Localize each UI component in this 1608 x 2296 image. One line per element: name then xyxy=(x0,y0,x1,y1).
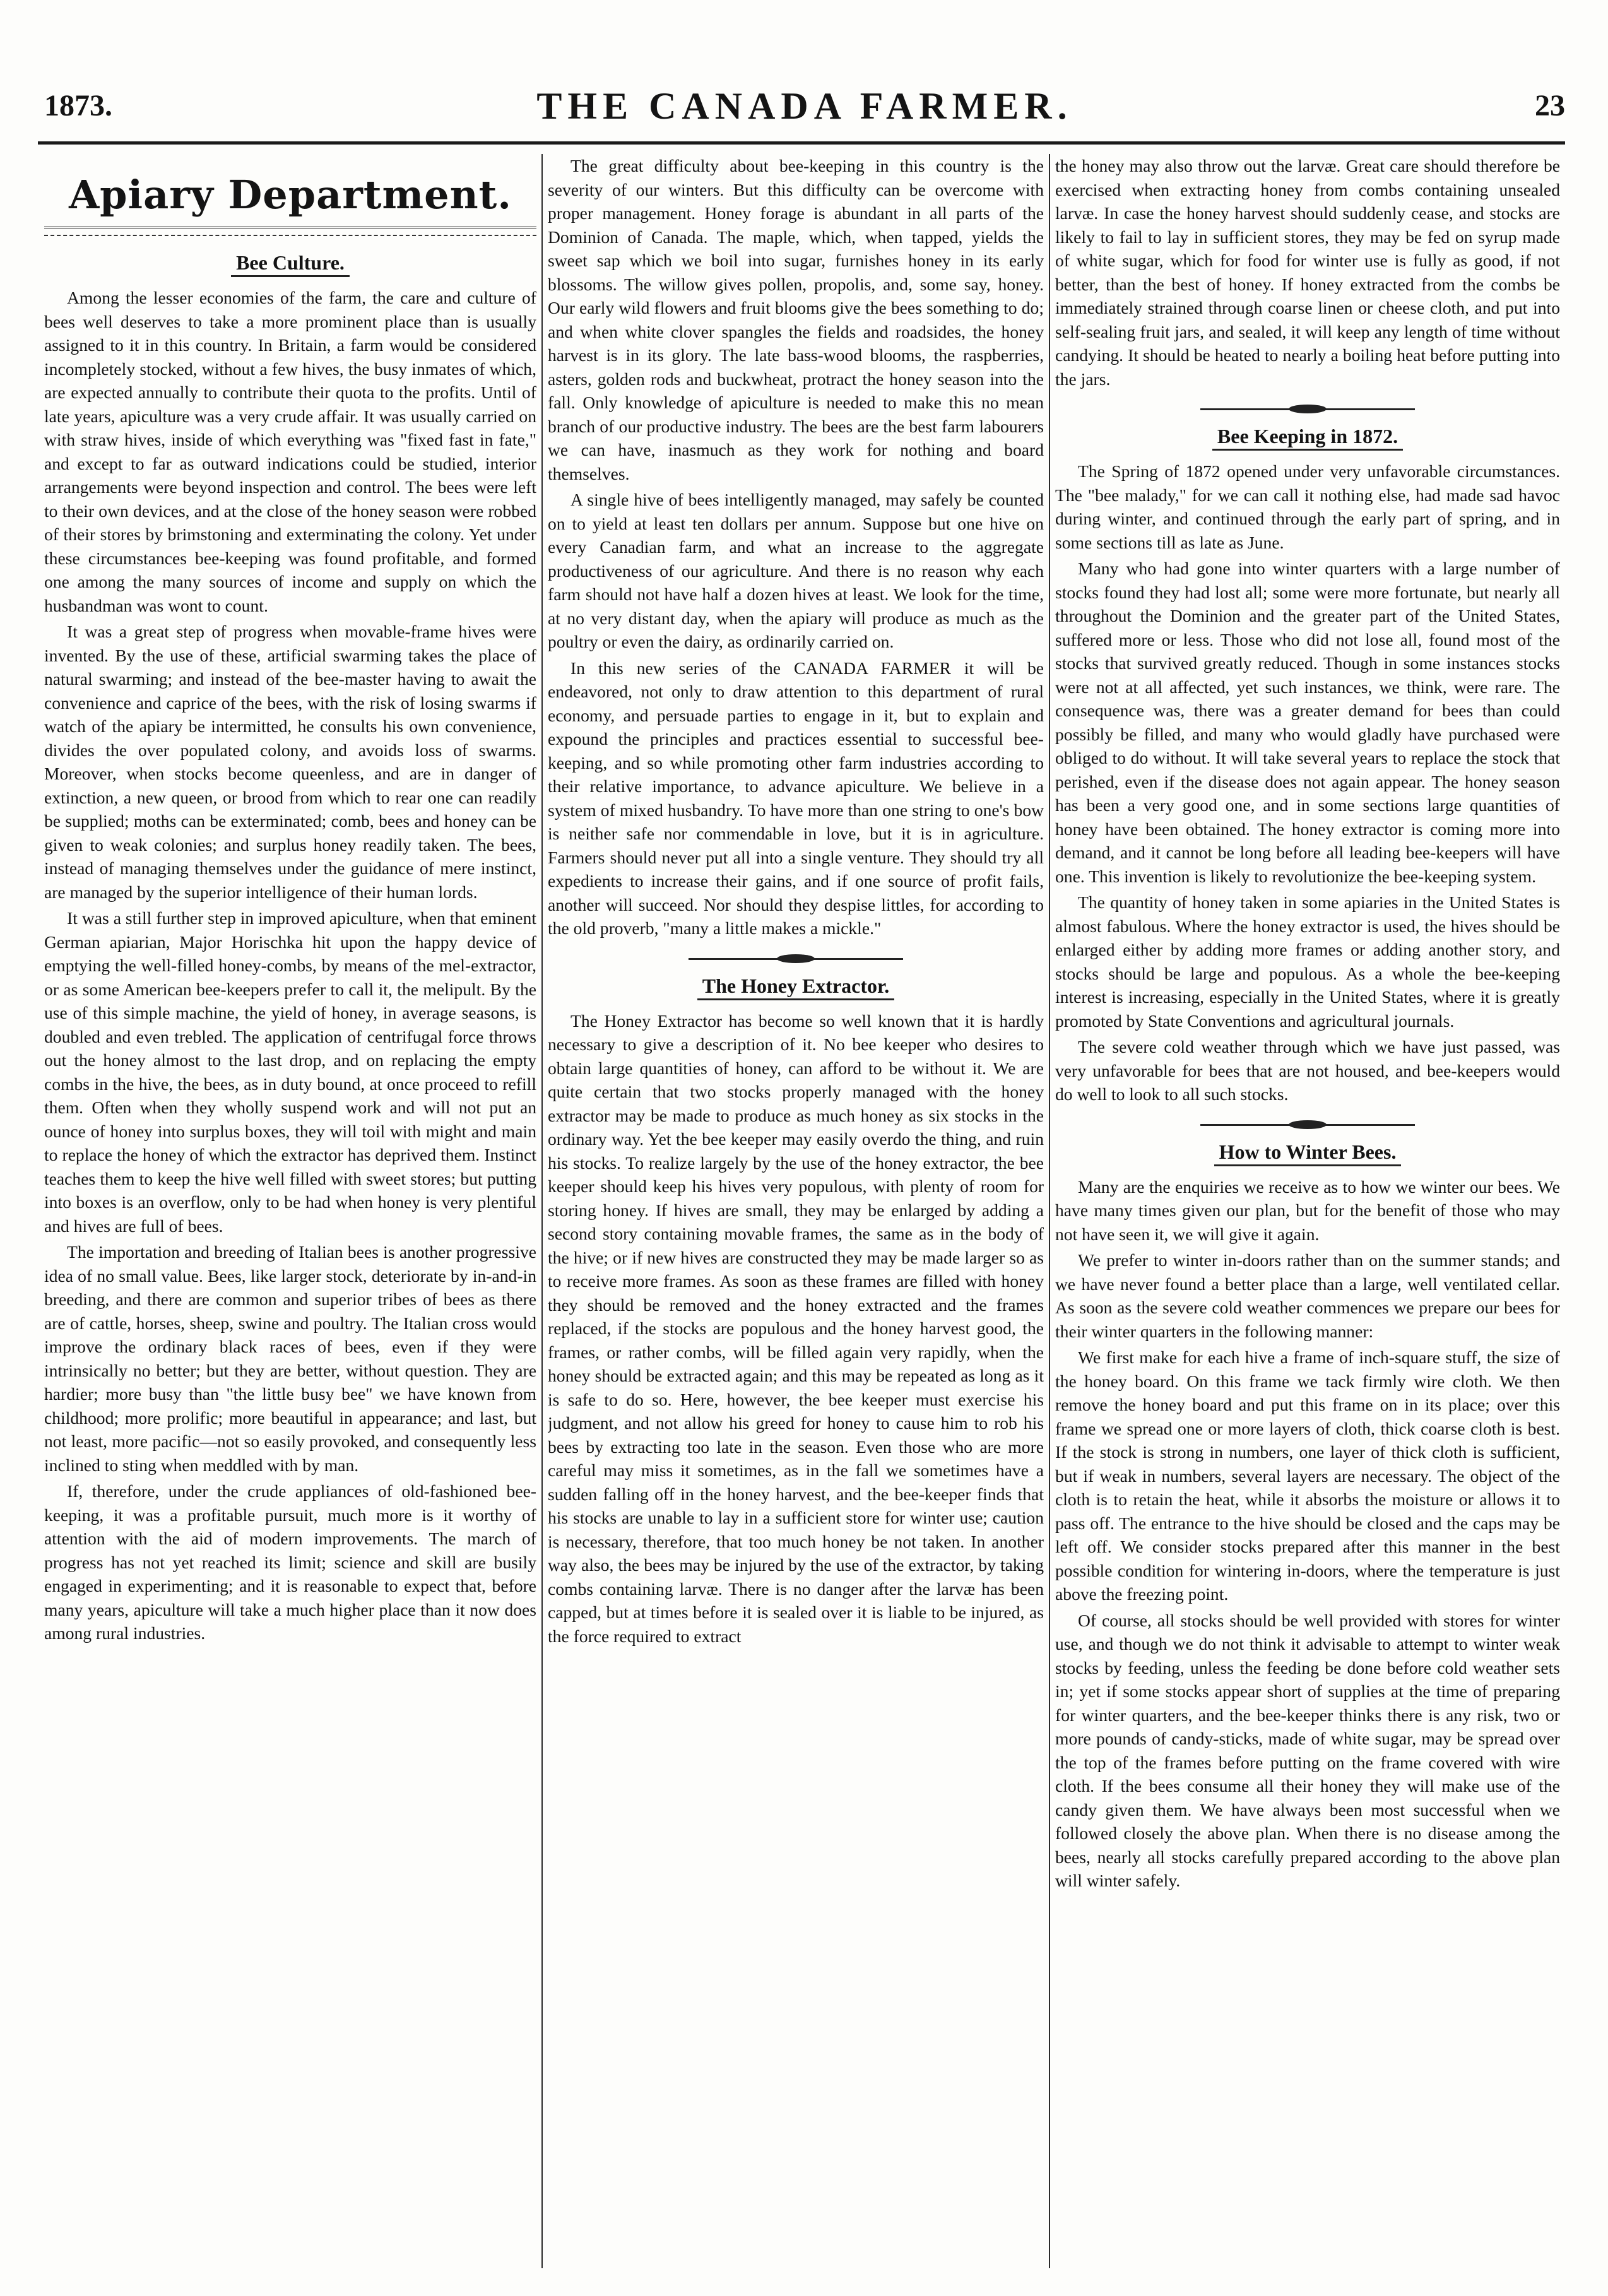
paragraph: Of course, all stocks should be well provided with stores for winter use, and though we do not think it advisable to attempt to winter weak stocks by feeding, unless the feeding be done before cold weather sets in; yet if some stocks appear short of supplies at the time of preparing for winter quarters, and the bee-keeper thinks there is any risk, two or more pounds of candy-sticks, made of white sugar, may be spread over the top of the frames before putting on the frame covered with wire cloth. If the bees consume all their honey they will make use of the candy given them. We have always been most successful when we followed closely the above plan. When there is no disease among the bees, nearly all stocks carefully prepared according to the above plan will winter safely. xyxy=(1055,1610,1560,1890)
department-heading: Apiary Department. xyxy=(69,172,512,218)
paragraph: The great difficulty about bee-keeping in this country is the severity of our winters. But this difficulty can be overcome with proper management. Honey forage is abundant in all parts of the Dominion of Canada. The maple, which, when tapped, yields the sweet sap which we boil into sugar, furnishes honey in its early blossoms. The willow gives pollen, propolis, and, some say, honey. Our early wild flowers and fruit blooms give the bees something to do; and when white clover spangles the fields and roadsides, the honey harvest is in its glory. The late bass-wood blooms, the raspberries, asters, golden rods and buckwheat, protract the honey season into the fall. Only knowledge of apiculture is needed to make this no mean branch of our productive industry. The bees are the best farm labourers we can have, inasmuch as they work for nothing and board themselves. xyxy=(548,156,1044,483)
section-ornament xyxy=(1200,402,1415,416)
paragraph: The Spring of 1872 opened under very unfavorable circumstances. The "bee malady," for we can call it nothing else, had made sad havoc during winter, and continued through the early part of spring, and in some sections till as late as June. xyxy=(1055,461,1560,552)
heading-rule xyxy=(44,227,536,236)
section-ornament xyxy=(689,952,903,966)
paragraph: We first make for each hive a frame of inch-square stuff, the size of the honey board. On this frame we tack firmly wire cloth. We then remove the honey board and put this frame on in its place; over this frame we spread one or more layers of cloth, thick coarse cloth is best. If the stock is strong in numbers, one layer of thick cloth is sufficient, but if weak in numbers, several layers are necessary. The object of the cloth is to retain the heat, while it absorbs the moisture or allows it to pass off. The entrance to the hive should be closed and the caps may be left off. We consider stocks prepared after this manner in the best possible condition for wintering in-doors, where the temperature is just above the freezing point. xyxy=(1055,1347,1560,1604)
paragraph: The importation and breeding of Italian bees is another progressive idea of no small value. Bees, like larger stock, deteriorate by in-and-in breeding, and there are common and superior tribes of bees as there are of cattle, horses, sheep, swine and poultry. The Italian cross would improve the ordinary black races of bees, even if they were intrinsically no better; but they are better, without question. They are hardier; more busy than "the little busy bee" we have known from childhood; more prolific; more beautiful in appearance; and last, but not least, more pacific—not so easily provoked, and consequently less inclined to sting when meddled with by man. xyxy=(44,1242,536,1475)
paragraph: Among the lesser economies of the farm, the care and culture of bees well deserves to take a more prominent place than is usually assigned to it in this country. In Britain, a farm would be considered incompletely stocked, without a few hives, the busy inmates of which, are expected annually to contribute their quota to the profits. Until of late years, apiculture was a very crude affair. It was usually carried on with straw hives, inside of which everything was "fixed fast in fate," and except to far as outward indications could be studied, interior arrangements were beyond inspection and control. The bees were left to their own devices, and at the close of the honey season were robbed of their stores by brimstoning and exterminating the colony. Yet under these circumstances bee-keeping was found profitable, and formed one among the many sources of income and supply on which the husbandman was wont to count. xyxy=(44,288,536,615)
masthead-rule xyxy=(38,141,1565,145)
paragraph: It was a still further step in improved apiculture, when that eminent German apiarian, Major Horischka hit upon the happy device of emptying the well-filled honey-combs, by means of the mel-extractor, or as some American bee-keepers prefer to call it, the melipult. By the use of this simple machine, the yield of honey, in average seasons, is doubled and even trebled. The application of centrifugal force throws out the honey almost to the last drop, and on replacing the empty combs in the hive, the bees, as in duty bound, at once proceed to refill them. Often when they wholly suspend work and will not put an ounce of honey into surplus boxes, they will toil with might and main to replace the honey of which the extractor has deprived them. Instinct teaches them to keep the hive well filled with sweet stores; but putting into boxes is an overflow, only to be had when honey is very plentiful and hives are full of bees. xyxy=(44,908,536,1236)
paragraph: the honey may also throw out the larvæ. Great care should therefore be exercised when extracting honey from combs containing unsealed larvæ. In case the honey harvest should suddenly cease, and stocks are likely to fail to lay in sufficient stores, they may be fed on syrup made of white sugar, which for food for winter use is fully as good, if not better, than the best of honey. If honey extracted from the combs be immediately strained through coarse linen or cheese cloth, and put into self-sealing fruit jars, and sealed, it will keep any length of time without candying. It should be heated to nearly a boiling heat before putting into the jars. xyxy=(1055,156,1560,389)
article-title-bee-culture: Bee Culture. xyxy=(44,251,536,275)
paragraph: The severe cold weather through which we have just passed, was very unfavorable for bees that are not housed, and bee-keepers would do well to look to all such stocks. xyxy=(1055,1037,1560,1104)
column-divider xyxy=(541,154,543,2268)
paragraph: It was a great step of progress when movable-frame hives were invented. By the use of these, artificial swarming takes the place of natural swarming; and instead of the bee-master having to await the convenience and caprice of the bees, with the risk of losing swarms if watch of the apiary be intermitted, he consults his own convenience, divides the over populated colony, and avoids loss of swarms. Moreover, when stocks become queenless, and are in danger of extinction, a new queen, or brood from which to rear one can readily be supplied; moths can be exterminated; comb, bees and honey can be given to weak colonies; and surplus honey readily taken. The bees, instead of managing themselves under the guidance of mere instinct, are managed by the superior intelligence of their human lords. xyxy=(44,622,536,902)
column-divider xyxy=(1049,154,1050,2268)
masthead-title: THE CANADA FARMER. xyxy=(536,85,1073,127)
paragraph: We prefer to winter in-doors rather than on the summer stands; and we have never found a better place than a large, well ventilated cellar. As soon as the severe cold weather commences we prepare our bees for their winter quarters in the following manner: xyxy=(1055,1250,1560,1341)
paragraph: In this new series of the CANADA FARMER it will be endeavored, not only to draw attention to this department of rural economy, and persuade parties to engage in it, but to explain and expound the principles and practices essential to successful bee-keeping, and so while promoting other farm industries according to their relative importance, to advance apiculture. We believe in a system of mixed husbandry. To have more than one string to one's bow is neither safe nor commendable in love, but it is in agriculture. Farmers should never put all into a single venture. They should try all expedients to increase their gains, and if one source of profit fails, another will succeed. Nor should they despise littles, for according to the old proverb, "many a little makes a mickle." xyxy=(548,658,1044,938)
column-2 xyxy=(548,154,1044,2271)
section-ornament xyxy=(1200,1118,1415,1132)
paragraph: A single hive of bees intelligently managed, may safely be counted on to yield at least ten dollars per annum. Suppose but one hive on every Canadian farm, and what an increase to the aggregate productiveness of our agriculture. And there is no reason why each farm should not have half a dozen hives at least. We look for the time, at no very distant day, when the apiary will produce as much as the poultry or even the dairy, as ordinarily carried on. xyxy=(548,490,1044,651)
paragraph: The Honey Extractor has become so well known that it is hardly necessary to give a description of it. No bee keeper who desires to obtain large quantities of honey, can afford to be without it. We are quite certain that two stocks properly managed with the honey extractor may be made to produce as much honey as six stocks in the ordinary way. Yet the bee keeper may easily overdo the thing, and ruin his stocks. To realize largely by the use of the honey extractor, the bee keeper should keep his hives very populous, with plenty of room for storing honey. If hives are small, they may be enlarged by adding a second story containing movable frames, the same as in the body of the hive; or if new hives are constructed they may be made larger so as to receive more frames. As soon as these frames are filled with honey they should be removed and the honey extracted and the frames replaced, if the stocks are populous and the honey harvest good, the frames, or rather combs, will be filled again very rapidly, when the honey should be extracted again; and this may be repeated as long as it is safe to do so. Here, however, the bee keeper must exercise his judgment, and not allow his greed for honey to cause him to rob his bees by extracting too late in the season. Even those who are more careful may miss it sometimes, as in the fall we sometimes have a sudden falling off in the honey harvest, and the bee-keeper finds that his stocks are unable to lay in a sufficient store for winter use; caution is necessary, therefore, that too much honey be not taken. In another way also, the bees may be injured by the use of the extractor, by taking combs containing larvæ. There is no danger after the larvæ has been capped, but at times before it is sealed over it is liable to be injured, as the force required to extract xyxy=(548,1010,1044,1646)
article-title-how-to-winter-bees: How to Winter Bees. xyxy=(1055,1140,1560,1164)
column-1 xyxy=(44,154,536,2271)
paragraph: The quantity of honey taken in some apiaries in the United States is almost fabulous. Where the honey extractor is used, the hives should be enlarged either by adding more frames or adding another story, and stocks should be large and populous. As a whole the bee-keeping interest is increasing, especially in the United States, where it is greatly promoted by State Conventions and agricultural journals. xyxy=(1055,892,1560,1031)
column-3 xyxy=(1055,154,1560,2271)
paragraph: Many are the enquiries we receive as to how we winter our bees. We have many times given our plan, but for the benefit of those who may not have seen it, we will give it again. xyxy=(1055,1176,1560,1244)
masthead xyxy=(44,85,1565,139)
paragraph: Many who had gone into winter quarters with a large number of stocks found they had lost all; some were more fortunate, but nearly all throughout the Dominion and the greater part of the United States, suffered more or less. Those who did not lose all, found most of the stocks that survived greatly reduced. Though in some instances stocks were not at all affected, yet such instances, we think, were rare. The consequence was, there was a greater demand for bees than could possibly be filled, and many who would gladly have purchased were obliged to do without. It will take several years to replace the stock that perished, even if the disease does not again appear. The honey season has been a very good one, and in some sections large quantities of honey have been obtained. The honey extractor is coming more into demand, and it cannot be long before all leading bee-keepers will have one. This invention is likely to revolutionize the bee-keeping system. xyxy=(1055,559,1560,886)
article-title-honey-extractor: The Honey Extractor. xyxy=(548,974,1044,998)
masthead-year: 1873. xyxy=(44,89,112,122)
page-number: 23 xyxy=(1535,89,1565,122)
article-title-bee-keeping-1872: Bee Keeping in 1872. xyxy=(1055,425,1560,448)
paragraph: If, therefore, under the crude appliances of old-fashioned bee-keeping, it was a profitable pursuit, much more is it worthy of attention with the aid of modern improvements. The march of progress has not yet reached its limit; science and skill are busily engaged in experimenting; and it is reasonable to expect that, before many years, apiculture will take a much higher place than it now does among rural industries. xyxy=(44,1481,536,1643)
